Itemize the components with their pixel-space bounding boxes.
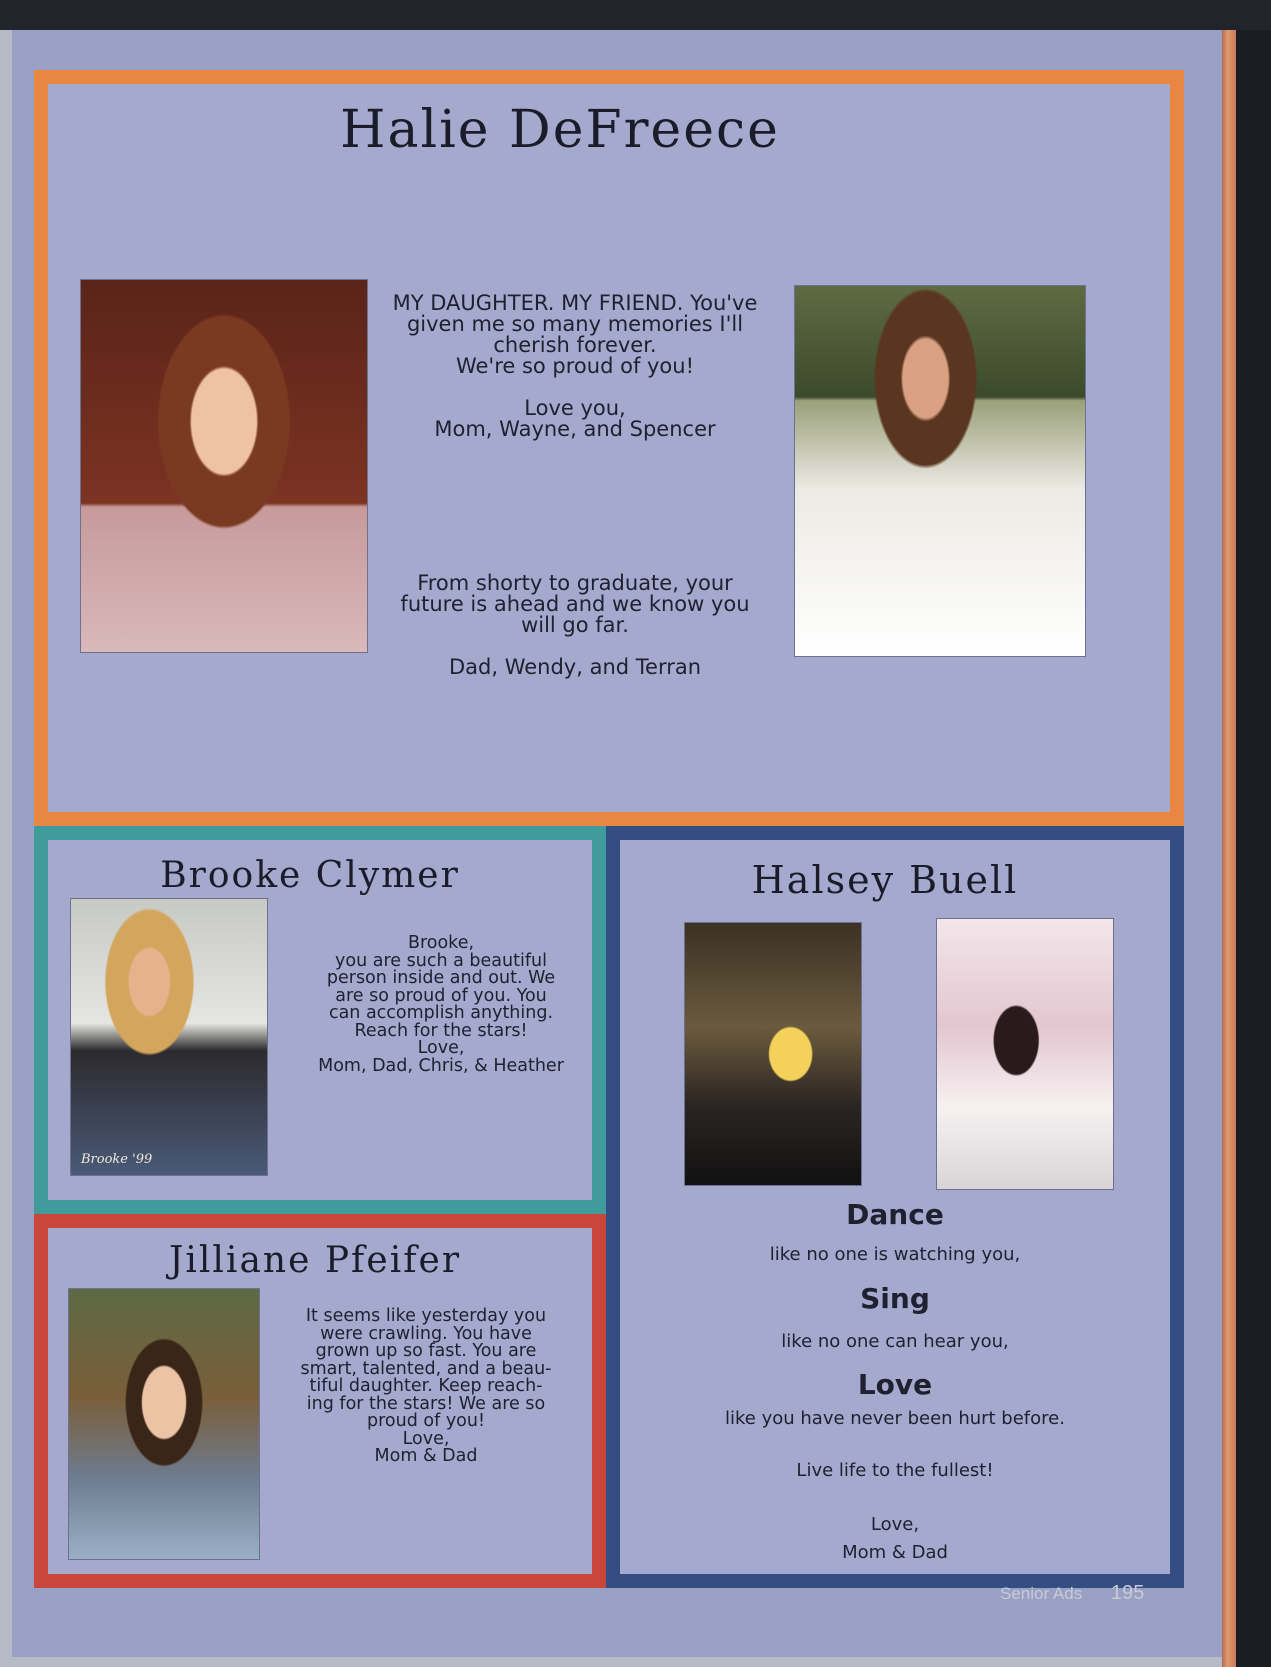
halie-message-dad (370, 568, 780, 679)
halsey-signoff-love: Love, (870, 1514, 920, 1535)
text-line: you are such a beautiful (335, 950, 547, 971)
halie-title: Halie DeFreece (340, 100, 780, 160)
jilliane-title: Jilliane Pfeifer (168, 1240, 462, 1281)
halsey-signoff-names: Mom & Dad (842, 1542, 948, 1563)
halie-child-photo (80, 279, 368, 653)
text-line: From shorty to graduate, your (417, 571, 733, 595)
halsey-love-word: Love (857, 1368, 933, 1401)
halsey-sing-line: like no one can hear you, (781, 1331, 1009, 1352)
halsey-child-photo (684, 922, 862, 1186)
text-line: cherish forever. (493, 333, 657, 357)
halsey-title: Halsey Buell (751, 858, 1019, 902)
text-line: proud of you! (367, 1411, 485, 1431)
halsey-dance-word: Dance (846, 1198, 944, 1231)
text-line: tiful daughter. Keep reach- (309, 1376, 543, 1396)
text-line: Love, (402, 1428, 450, 1449)
brooke-message (296, 930, 586, 1076)
text-line: person inside and out. We (326, 968, 556, 988)
halie-message-mom (370, 288, 780, 441)
halsey-love-line: like you have never been hurt before. (725, 1408, 1065, 1429)
text-line: Mom, Wayne, and Spencer (434, 417, 716, 441)
page-footer (1000, 1582, 1190, 1605)
jilliane-message (266, 1303, 586, 1466)
halie-senior-photo (794, 285, 1086, 657)
text-line: smart, talented, and a beau- (300, 1358, 552, 1379)
halsey-dance-photo (936, 918, 1114, 1190)
text-line: are so proud of you. You (335, 985, 547, 1006)
text-line: future is ahead and we know you (400, 592, 750, 616)
text-line: given me so many memories I'll (406, 312, 744, 336)
brooke-photo-caption: Brooke '99 (81, 1152, 153, 1167)
halsey-dance-line: like no one is watching you, (769, 1244, 1021, 1265)
text-line: We're so proud of you! (455, 354, 695, 378)
text-line: Mom & Dad (374, 1446, 478, 1466)
text-line: MY DAUGHTER. MY FRIEND. You've (392, 291, 758, 315)
text-line: were crawling. You have (320, 1323, 532, 1344)
halsey-closing: Live life to the fullest! (796, 1460, 994, 1481)
text-line: grown up so fast. You are (315, 1341, 537, 1361)
halsey-sing-word: Sing (860, 1282, 930, 1315)
text-line: Mom, Dad, Chris, & Heather (318, 1055, 564, 1076)
page-number: 195 (1110, 1582, 1145, 1604)
text-line: can accomplish anything. (328, 1003, 554, 1023)
text-line: Brooke, (407, 933, 475, 953)
footer-section-label: Senior Ads (1000, 1584, 1083, 1603)
book-spine (1236, 30, 1271, 1667)
text-line: It seems like yesterday you (305, 1306, 547, 1326)
text-line: Reach for the stars! (354, 1020, 528, 1041)
brooke-title: Brooke Clymer (160, 855, 460, 896)
page-edge (1222, 30, 1236, 1667)
scan-top-edge (0, 0, 1271, 30)
text-line: Love you, (524, 396, 626, 420)
text-line: Love, (417, 1038, 465, 1058)
text-line: Dad, Wendy, and Terran (448, 655, 702, 679)
brooke-photo (70, 898, 268, 1176)
text-line: will go far. (521, 613, 629, 637)
jilliane-photo (68, 1288, 260, 1560)
text-line: ing for the stars! We are so (306, 1393, 546, 1414)
